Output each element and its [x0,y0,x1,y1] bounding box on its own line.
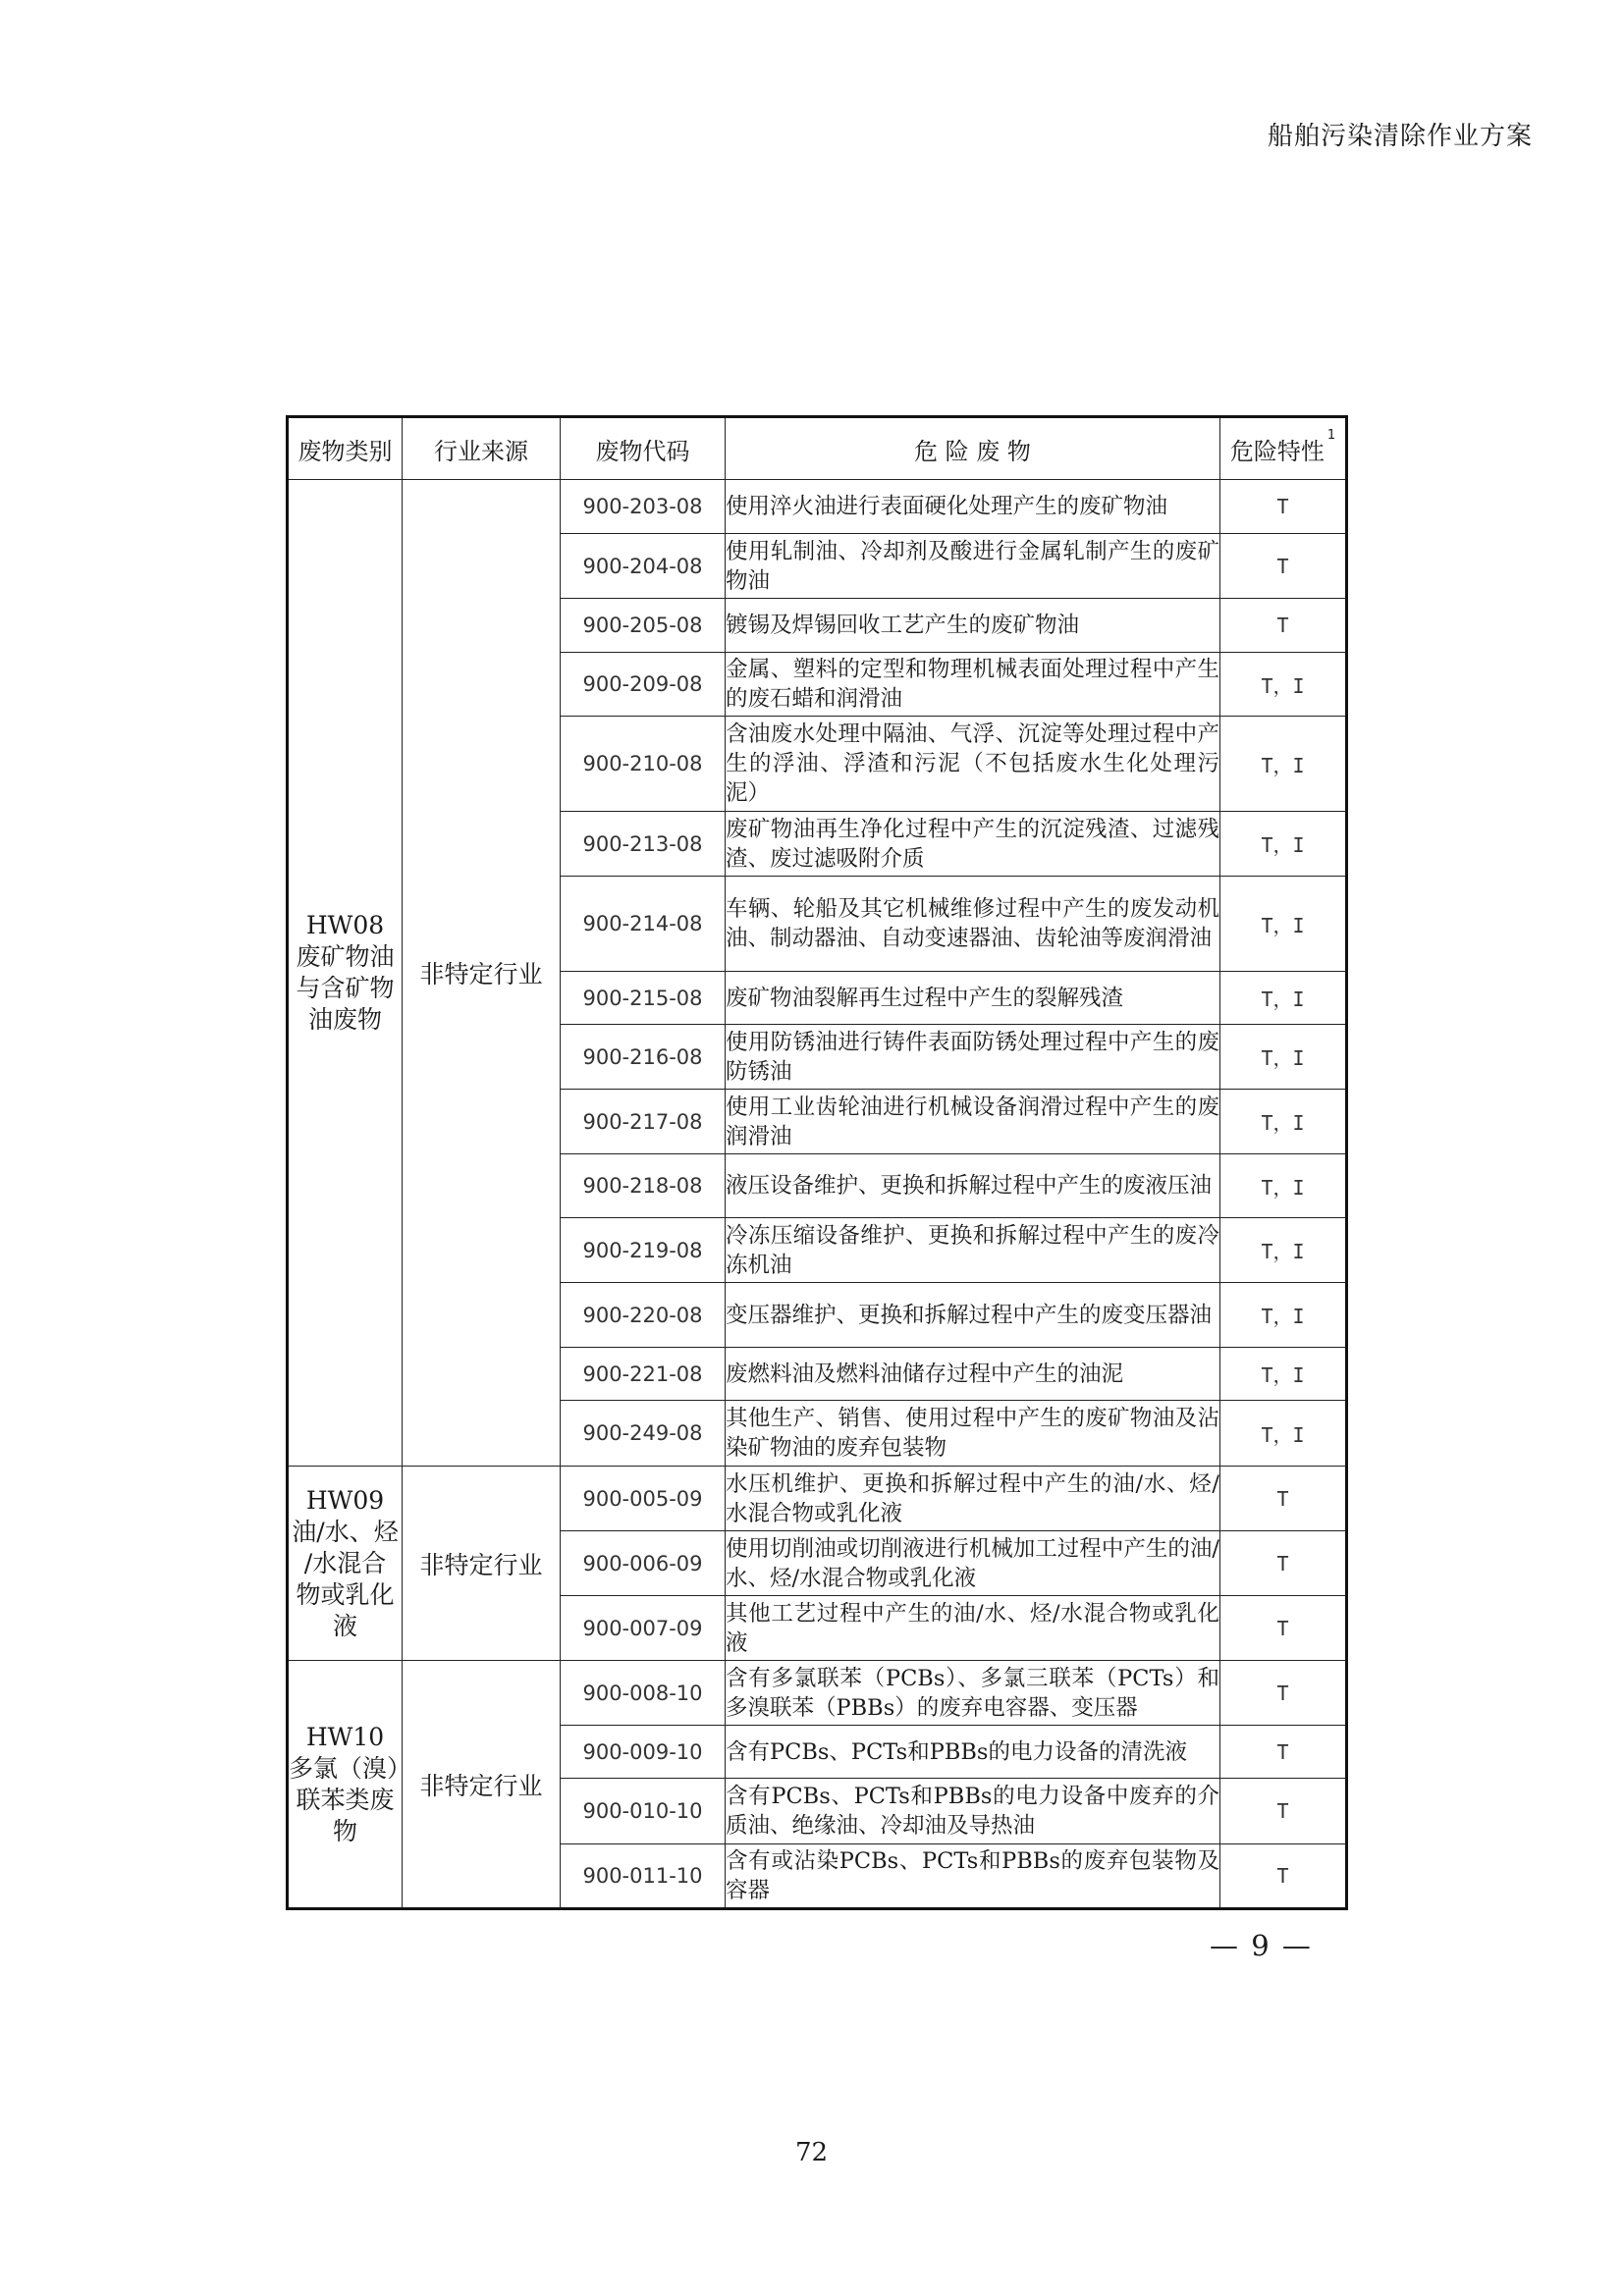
hazard-property-cell: T，I [1220,1283,1347,1348]
waste-code-cell: 900-221-08 [561,1348,726,1401]
hazard-footnote-mark: 1 [1326,427,1336,443]
hazard-property-cell: T [1220,1844,1347,1909]
waste-description-cell: 车辆、轮船及其它机械维修过程中产生的废发动机油、制动器油、自动变速器油、齿轮油等废润滑油 [726,877,1220,972]
waste-category-line: 物或乳化 [296,1579,395,1609]
waste-description-cell: 含有PCBs、PCTs和PBBs的电力设备的清洗液 [726,1726,1220,1779]
waste-code-cell: 900-006-09 [561,1531,726,1596]
waste-category-line: HW10 [305,1722,385,1751]
waste-description-cell: 水压机维护、更换和拆解过程中产生的油/水、烃/水混合物或乳化液 [726,1467,1220,1531]
hazard-property-cell: T [1220,480,1347,534]
hazard-property-cell: T [1220,1531,1347,1596]
hazard-property-cell: T，I [1220,972,1347,1025]
industry-source-cell: 非特定行业 [403,1661,561,1909]
waste-description-cell: 使用切削油或切削液进行机械加工过程中产生的油/水、烃/水混合物或乳化液 [726,1531,1220,1596]
waste-category-line: 联苯类废 [296,1785,395,1814]
waste-description-cell: 金属、塑料的定型和物理机械表面处理过程中产生的废石蜡和润滑油 [726,653,1220,717]
hazardous-waste-table-container [286,415,1345,1910]
hazardous-waste-table [286,415,1348,1910]
waste-description-cell: 使用防锈油进行铸件表面防锈处理过程中产生的废防锈油 [726,1025,1220,1090]
waste-description-cell: 使用轧制油、冷却剂及酸进行金属轧制产生的废矿物油 [726,534,1220,599]
waste-code-cell: 900-216-08 [561,1025,726,1090]
waste-category-line: 油废物 [307,1005,382,1034]
waste-description-cell: 使用淬火油进行表面硬化处理产生的废矿物油 [726,480,1220,534]
table-row [288,480,1347,534]
waste-code-cell: 900-249-08 [561,1401,726,1467]
table-row [288,1467,1347,1531]
waste-code-cell: 900-218-08 [561,1154,726,1218]
table-row [288,1661,1347,1726]
waste-category-line: 多氯（溴） [289,1753,412,1783]
waste-code-cell: 900-011-10 [561,1844,726,1909]
hazard-property-cell: T，I [1220,1025,1347,1090]
waste-category-line: 与含矿物 [296,974,395,1002]
hazard-property-cell: T [1220,1779,1347,1844]
hazard-property-cell: T，I [1220,1401,1347,1467]
waste-code-cell: 900-009-10 [561,1726,726,1779]
hazard-property-cell: T，I [1220,877,1347,972]
hazard-property-cell: T [1220,1467,1347,1531]
col-header-source: 行业来源 [403,417,561,480]
inner-page-number: — 9 — [1210,1929,1313,1962]
waste-code-cell: 900-005-09 [561,1467,726,1531]
waste-code-cell: 900-217-08 [561,1090,726,1154]
waste-code-cell: 900-209-08 [561,653,726,717]
waste-category-line: 液 [332,1611,357,1640]
waste-description-cell: 废燃料油及燃料油储存过程中产生的油泥 [726,1348,1220,1401]
hazard-property-cell: T [1220,1596,1347,1661]
waste-category-cell [288,480,403,1467]
waste-code-cell: 900-008-10 [561,1661,726,1726]
waste-code-cell: 900-010-10 [561,1779,726,1844]
hazard-property-cell: T，I [1220,1218,1347,1283]
table-body [288,480,1347,1909]
waste-code-cell: 900-215-08 [561,972,726,1025]
waste-category-cell [288,1467,403,1661]
col-header-code: 废物代码 [561,417,726,480]
waste-description-cell: 使用工业齿轮油进行机械设备润滑过程中产生的废润滑油 [726,1090,1220,1154]
waste-description-cell: 变压器维护、更换和拆解过程中产生的废变压器油 [726,1283,1220,1348]
waste-category-line: 物 [332,1816,357,1845]
industry-source-cell: 非特定行业 [403,1467,561,1661]
waste-description-cell: 液压设备维护、更换和拆解过程中产生的废液压油 [726,1154,1220,1218]
hazard-property-cell: T，I [1220,653,1347,717]
running-header-title: 船舶污染清除作业方案 [1267,122,1533,151]
waste-description-cell: 含有多氯联苯（PCBs）、多氯三联苯（PCTs）和多溴联苯（PBBs）的废弃电容器、变压器 [726,1661,1220,1726]
waste-description-cell: 镀锡及焊锡回收工艺产生的废矿物油 [726,599,1220,653]
waste-code-cell: 900-220-08 [561,1283,726,1348]
hazard-property-cell: T [1220,1661,1347,1726]
waste-description-cell: 废矿物油裂解再生过程中产生的裂解残渣 [726,972,1220,1025]
waste-description-cell: 废矿物油再生净化过程中产生的沉淀残渣、过滤残渣、废过滤吸附介质 [726,812,1220,877]
waste-category-line: 废矿物油 [296,942,395,971]
waste-category-line: HW08 [305,911,385,939]
col-header-category: 废物类别 [288,417,403,480]
hazard-property-cell: T [1220,1726,1347,1779]
col-header-waste: 危 险 废 物 [726,417,1220,480]
waste-description-cell: 其他生产、销售、使用过程中产生的废矿物油及沾染矿物油的废弃包装物 [726,1401,1220,1467]
hazard-property-cell: T，I [1220,717,1347,812]
col-header-hazard: 危险特性$^1$ [1220,417,1347,480]
waste-code-cell: 900-210-08 [561,717,726,812]
waste-code-cell: 900-213-08 [561,812,726,877]
waste-category-cell [288,1661,412,1909]
waste-code-cell: 900-214-08 [561,877,726,972]
waste-code-cell: 900-203-08 [561,480,726,534]
waste-category-line: HW09 [305,1485,385,1515]
waste-description-cell: 含油废水处理中隔油、气浮、沉淀等处理过程中产生的浮油、浮渣和污泥（不包括废水生化处理污泥） [726,717,1220,812]
waste-description-cell: 含有或沾染PCBs、PCTs和PBBs的废弃包装物及容器 [726,1844,1220,1909]
waste-category-line: 油/水、烃 [292,1517,399,1546]
waste-description-cell: 冷冻压缩设备维护、更换和拆解过程中产生的废冷冻机油 [726,1218,1220,1283]
table-header-row [288,417,1347,480]
hazard-property-cell: T [1220,599,1347,653]
hazard-property-cell: T [1220,534,1347,599]
hazard-property-cell: T，I [1220,1090,1347,1154]
waste-code-cell: 900-205-08 [561,599,726,653]
waste-code-cell: 900-204-08 [561,534,726,599]
hazard-property-cell: T，I [1220,1154,1347,1218]
hazard-property-cell: T，I [1220,1348,1347,1401]
waste-category-line: /水混合 [303,1548,387,1577]
footer-page-number: 72 [794,2138,829,2167]
waste-description-cell: 含有PCBs、PCTs和PBBs的电力设备中废弃的介质油、绝缘油、冷却油及导热油 [726,1779,1220,1844]
waste-description-cell: 其他工艺过程中产生的油/水、烃/水混合物或乳化液 [726,1596,1220,1661]
industry-source-cell: 非特定行业 [403,480,561,1467]
waste-code-cell: 900-219-08 [561,1218,726,1283]
waste-code-cell: 900-007-09 [561,1596,726,1661]
hazard-property-cell: T，I [1220,812,1347,877]
